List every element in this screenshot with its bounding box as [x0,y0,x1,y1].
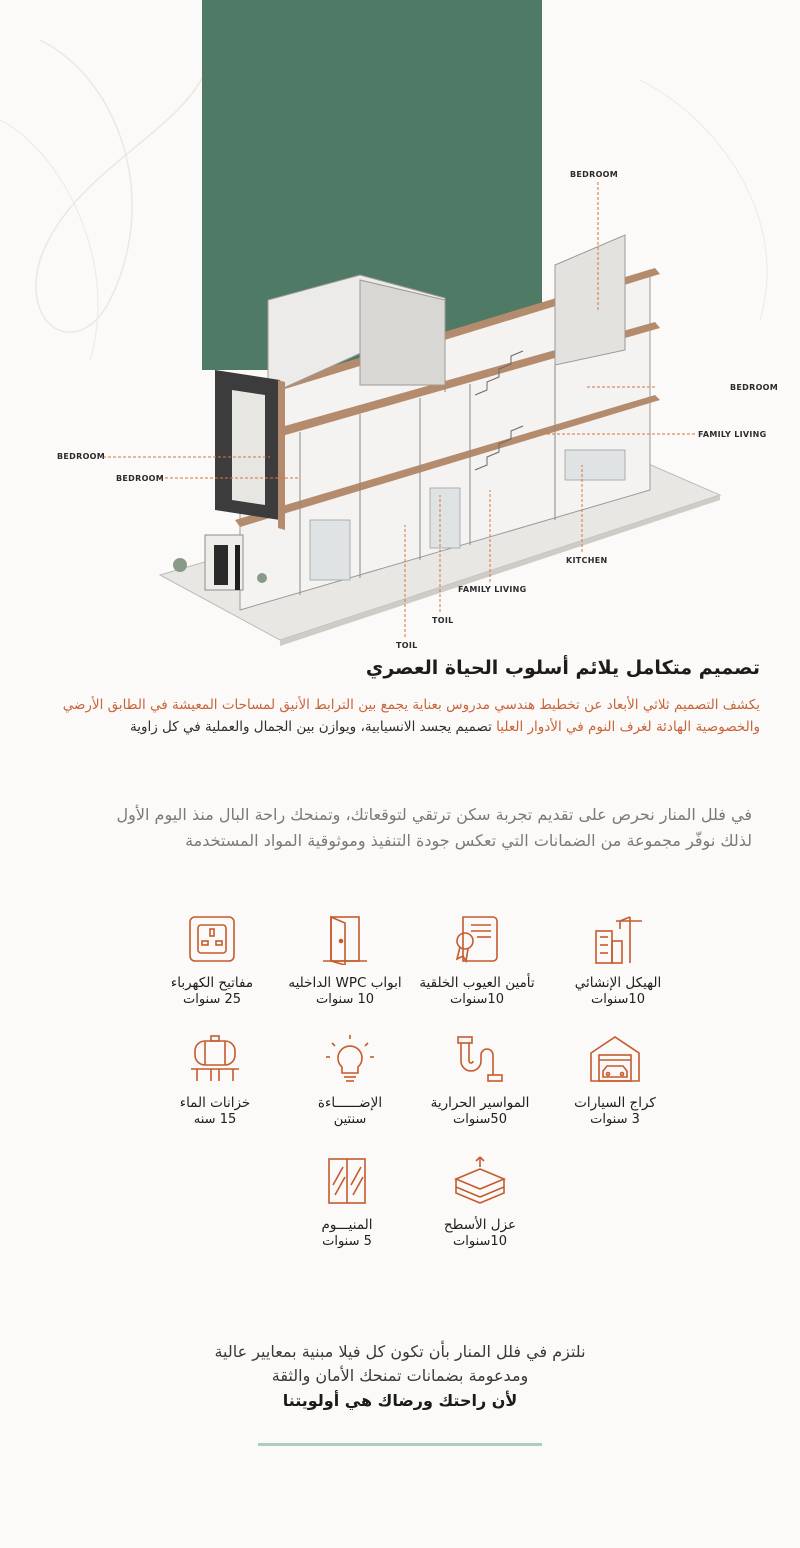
water-tank-icon [187,1033,243,1085]
closing-line-3: لأن راحتك ورضاك هي أولويتنا [282,1391,518,1410]
warranty-years: 15 سنه [193,1112,237,1127]
warranty-electrical-switches [152,913,272,1007]
divider-rule [258,1443,542,1446]
warranty-years: 10 سنوات [315,992,375,1007]
label-family-living-right: FAMILY LIVING [698,430,767,439]
label-bedroom-left-1: BEDROOM [57,452,106,461]
garage-icon [587,1033,643,1085]
promise-line-2: لذلك نوفّر مجموعة من الضمانات التي تعكس جودة التنفيذ وموثوقية المواد المستخدمة [185,831,752,850]
warranty-years: 50سنوات [453,1112,507,1127]
warranty-years: 25 سنوات [182,992,242,1007]
intro-line-2 [20,716,760,738]
label-bedroom-right: BEDROOM [730,383,779,392]
warranty-title: المنيـــوم [321,1217,373,1233]
warranty-title: مفاتيح الكهرباء [170,975,254,991]
warranty-years: 3 سنوات [590,1112,640,1127]
closing-line-2: ومدعومة بضمانات تمنحك الأمان والثقة [271,1366,529,1385]
warranty-title: ابواب WPC الداخليه [288,975,402,991]
warranty-title: عزل الأسطح [443,1217,517,1233]
intro-line-1: يكشف التصميم ثلاثي الأبعاد عن تخطيط هندسي مدروس بعناية يجمع بين الترابط الأنيق لمساحات المعيشة في الطابق الأرضي [62,697,760,713]
warranty-aluminium [287,1155,407,1249]
pipes-icon [452,1033,508,1085]
light-bulb-icon [322,1033,378,1085]
warranty-title: الإضــــــاءة [317,1095,383,1111]
section-headline: تصميم متكامل يلائم أسلوب الحياة العصري [365,657,760,679]
intro-line-2-dark: تصميم يجسد الانسيابية، ويوازن بين الجمال والعملية في كل زاوية [129,719,497,735]
building-crane-icon [590,913,646,965]
warranty-wpc-doors [285,913,405,1007]
roof-insulation-icon [452,1155,508,1207]
warranty-years: سنتين [333,1112,367,1127]
power-socket-icon [184,913,240,965]
warranty-roof-insulation [420,1155,540,1249]
intro-line-2-orange: والخصوصية الهادئة لغرف النوم في الأدوار العليا [496,719,760,735]
warranty-title: خزانات الماء [179,1095,251,1111]
warranty-years: 10سنوات [453,1234,507,1249]
warranty-title: تأمين العيوب الخلقية [419,975,535,991]
door-icon [317,913,373,965]
warranty-thermal-pipes [420,1033,540,1127]
closing-line-1: نلتزم في فلل المنار بأن تكون كل فيلا مبنية بمعايير عالية [214,1342,586,1361]
label-toil-1: TOIL [432,616,454,625]
warranty-years: 10سنوات [450,992,504,1007]
label-toil-2: TOIL [396,641,418,650]
label-bedroom-left-2: BEDROOM [116,474,165,483]
label-kitchen: KITCHEN [566,556,608,565]
warranty-title: كراج السيارات [574,1095,656,1111]
warranty-defects-insurance [417,913,537,1007]
label-family-living-bottom: FAMILY LIVING [458,585,527,594]
warranty-water-tanks [155,1033,275,1127]
label-bedroom-top: BEDROOM [570,170,619,179]
warranty-lighting [290,1033,410,1127]
promise-paragraph [32,802,752,854]
warranty-years: 10سنوات [591,992,645,1007]
warranty-structure [558,913,678,1007]
intro-paragraph [20,694,760,738]
warranty-garage [555,1033,675,1127]
certificate-icon [449,913,505,965]
isometric-house-cutaway [0,0,800,660]
closing-statement [100,1340,700,1414]
warranty-title: المواسير الحرارية [430,1095,530,1111]
promise-line-1: في فلل المنار نحرص على تقديم تجربة سكن ترتقي لتوقعاتك، وتمنحك راحة البال منذ اليوم الأول [116,805,752,824]
warranty-title: الهيكل الإنشائي [574,975,662,991]
aluminium-window-icon [319,1155,375,1207]
warranty-years: 5 سنوات [322,1234,372,1249]
